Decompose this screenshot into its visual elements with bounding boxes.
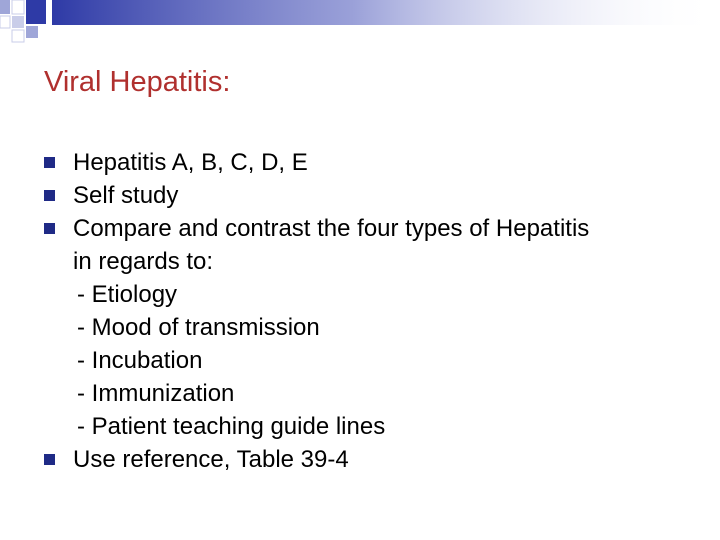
slide-title: Viral Hepatitis:: [44, 66, 231, 98]
sub-item-etiology: - Etiology: [77, 281, 178, 308]
sub-item-transmission: - Mood of transmission: [77, 314, 320, 341]
bullet-item-compare-contrast: [0, 212, 589, 443]
square-bullet-icon: [44, 223, 55, 234]
bullet-text-continuation: in regards to:: [73, 248, 214, 275]
bullet-item-self-study: [0, 179, 589, 212]
bullet-item-hepatitis-types: [0, 146, 589, 179]
bullet-text: Use reference, Table 39-4: [73, 446, 349, 473]
bullet-list: [0, 146, 589, 476]
bullet-item-reference: [0, 443, 589, 476]
sub-item-patient-teaching: - Patient teaching guide lines: [77, 413, 386, 440]
sub-item-incubation: - Incubation: [77, 347, 203, 374]
bullet-text: Compare and contrast the four types of Hepatitis: [73, 215, 590, 242]
bullet-text: Hepatitis A, B, C, D, E: [73, 149, 308, 176]
square-bullet-icon: [44, 190, 55, 201]
square-bullet-icon: [44, 157, 55, 168]
sub-item-immunization: - Immunization: [77, 380, 235, 407]
bullet-text: Self study: [73, 182, 179, 209]
top-decorative-banner: [0, 0, 720, 60]
square-bullet-icon: [44, 454, 55, 465]
